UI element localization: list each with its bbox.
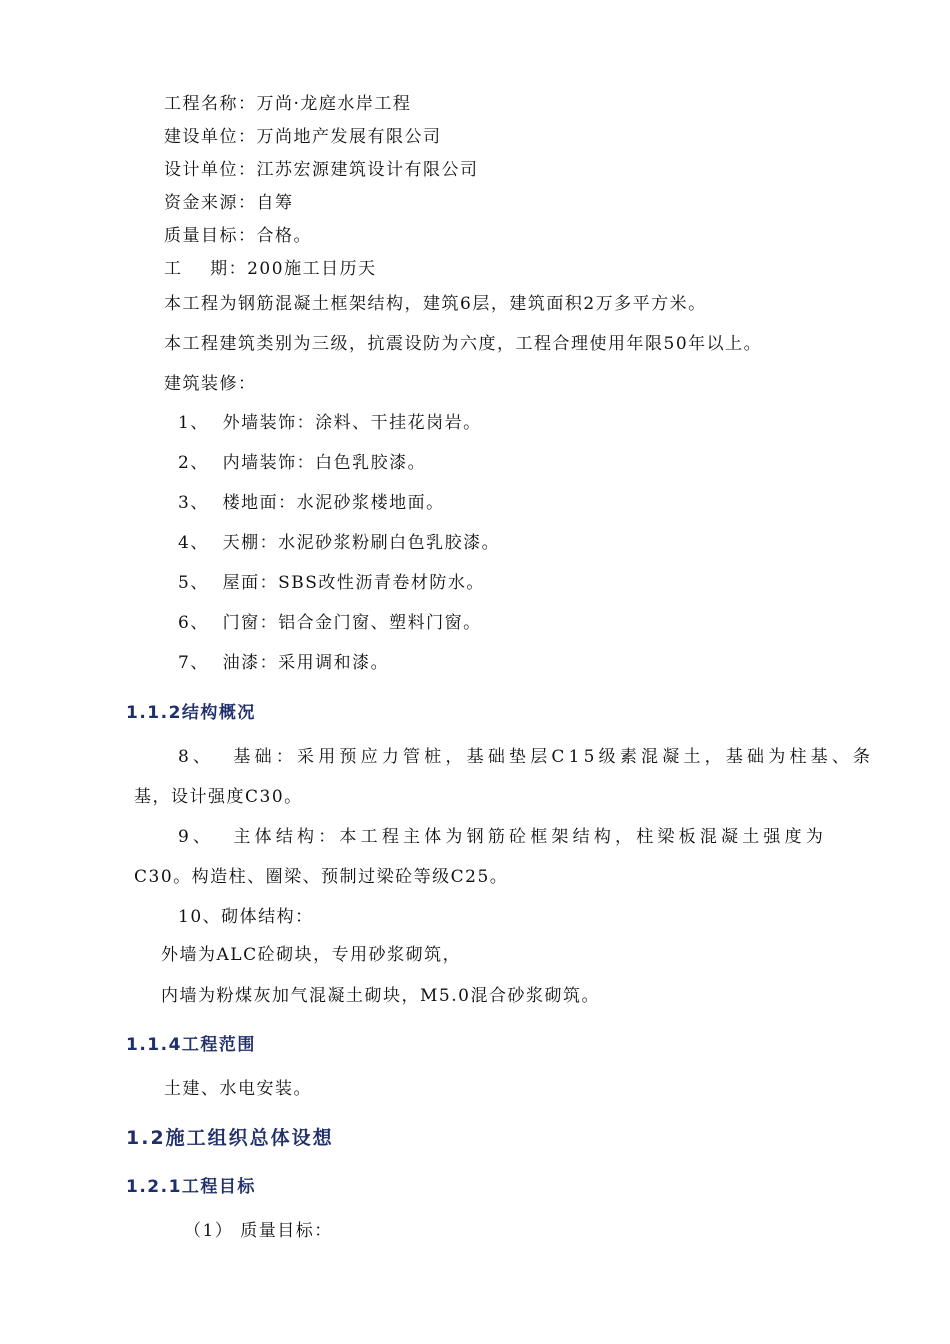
main-structure-line-1: 9、 主体结构：本工程主体为钢筋砼框架结构，柱梁板混凝土强度为: [178, 827, 828, 847]
foundation-line-2: 基，设计强度C30。: [134, 787, 303, 807]
section-heading-1-2-1: 1.2.1工程目标: [126, 1177, 256, 1197]
class-summary: 本工程建筑类别为三级，抗震设防为六度，工程合理使用年限50年以上。: [164, 334, 763, 354]
decoration-item: 3、 楼地面：水泥砂浆楼地面。: [178, 493, 445, 513]
builder-unit: 建设单位：万尚地产发展有限公司: [164, 127, 442, 147]
foundation-line-1: 8、 基础：采用预应力管桩，基础垫层C15级素混凝土，基础为柱基、条: [178, 747, 875, 767]
quality-goal-item: （1） 质量目标：: [184, 1221, 333, 1241]
outer-wall-text: 外墙为ALC砼砌块，专用砂浆砌筑，: [161, 945, 462, 965]
masonry-title: 10、砌体结构：: [178, 907, 314, 927]
section-heading-1-1-2: 1.1.2结构概况: [126, 703, 256, 723]
inner-wall-text: 内墙为粉煤灰加气混凝土砌块，M5.0混合砂浆砌筑。: [161, 986, 600, 1006]
decoration-item: 6、 门窗：铝合金门窗、塑料门窗。: [178, 613, 482, 633]
section-heading-1-2: 1.2施工组织总体设想: [126, 1127, 334, 1149]
section-heading-1-1-4: 1.1.4工程范围: [126, 1035, 256, 1055]
scope-text: 土建、水电安装。: [164, 1079, 312, 1099]
project-name: 工程名称：万尚·龙庭水岸工程: [164, 94, 412, 114]
decoration-item: 5、 屋面：SBS改性沥青卷材防水。: [178, 573, 485, 593]
main-structure-line-2: C30。构造柱、圈梁、预制过梁砼等级C25。: [134, 867, 509, 887]
construction-period: 工 期：200施工日历天: [164, 259, 377, 279]
decoration-item: 1、 外墙装饰：涂料、干挂花岗岩。: [178, 413, 482, 433]
quality-target: 质量目标：合格。: [164, 226, 312, 246]
structure-summary: 本工程为钢筋混凝土框架结构，建筑6层，建筑面积2万多平方米。: [164, 294, 707, 314]
design-unit: 设计单位：江苏宏源建筑设计有限公司: [164, 160, 479, 180]
decoration-item: 4、 天棚：水泥砂浆粉刷白色乳胶漆。: [178, 533, 501, 553]
decoration-title: 建筑装修：: [164, 374, 257, 394]
decoration-item: 2、 内墙装饰：白色乳胶漆。: [178, 453, 427, 473]
decoration-item: 7、 油漆：采用调和漆。: [178, 653, 390, 673]
funding-source: 资金来源：自筹: [164, 193, 294, 213]
